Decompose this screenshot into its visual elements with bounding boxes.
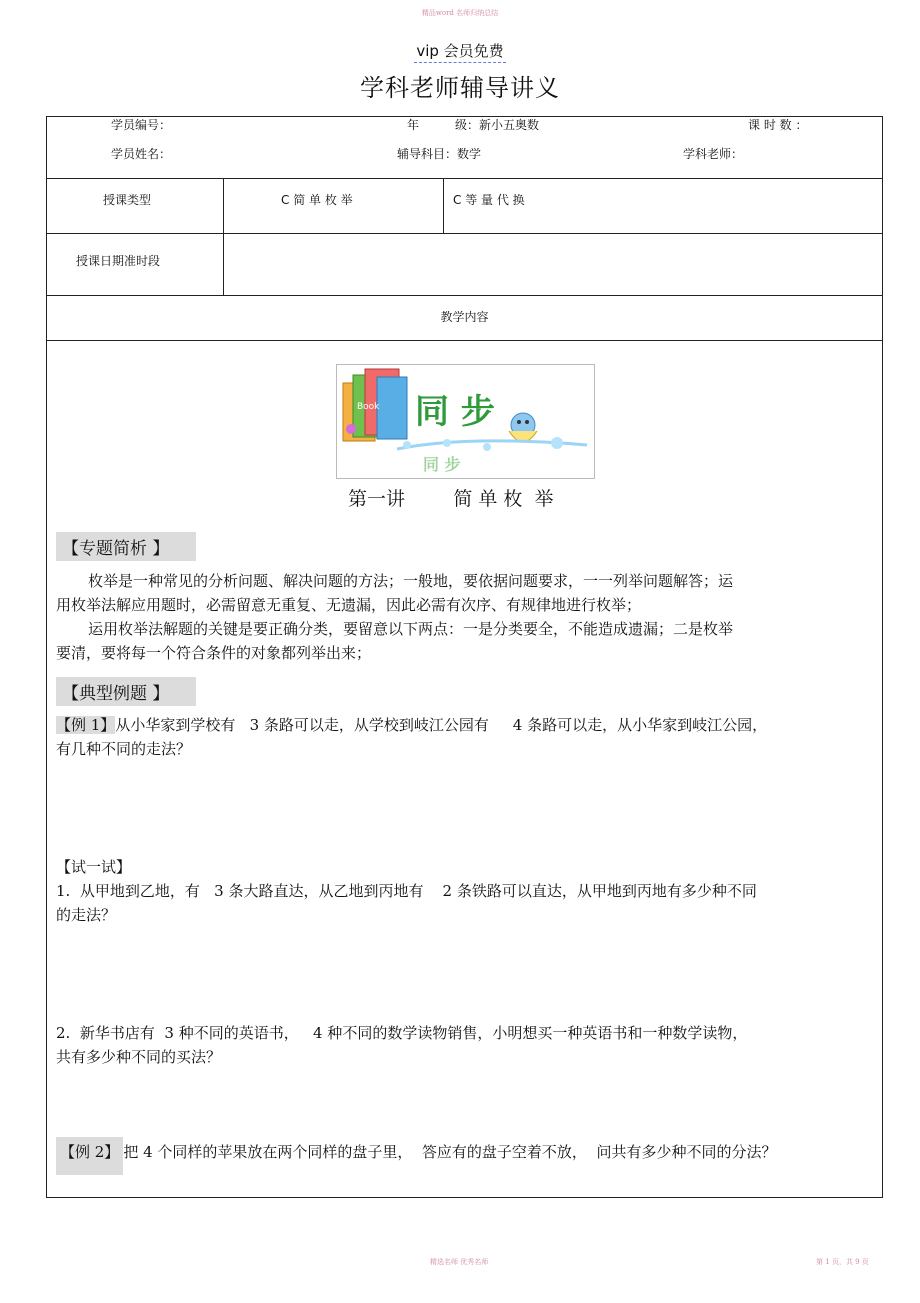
row-divider bbox=[46, 340, 883, 341]
intro-paragraph-line: 枚举是一种常见的分析问题、解决问题的方法；一般地，要依据问题要求，一一列举问题解答；运 bbox=[88, 572, 734, 590]
row-divider bbox=[46, 233, 883, 234]
top-watermark: 精品word 名师归纳总结 bbox=[421, 9, 499, 17]
example-1: 【例 1】从小华家到学校有 3 条路可以走，从学校到岐江公园有 4 条路可以走，从小华家到岐江公园， bbox=[56, 716, 768, 734]
intro-paragraph-line: 运用枚举法解题的关键是要正确分类，要留意以下两点：一是分类要全，不能造成遗漏；二是枚举 bbox=[88, 620, 734, 638]
lecture-title: 第一讲 简 单 枚 举 bbox=[348, 488, 554, 510]
student-name-label: 学员姓名： bbox=[111, 147, 172, 161]
hours-label: 课 时 数 ： bbox=[748, 118, 808, 132]
question-2: 2. 新华书店有 3 种不同的英语书， 4 种不同的数学读物销售，小明想买一种英语书和一种数学读物， bbox=[56, 1024, 748, 1042]
example-1-continued: 有几种不同的走法？ bbox=[56, 740, 192, 758]
question-1-continued: 的走法？ bbox=[56, 906, 117, 924]
svg-text:Book: Book bbox=[357, 402, 380, 412]
example-2: 【例 2】 把 4 个同样的苹果放在两个同样的盘子里， 答应有的盘子空着不放， 问共有多少种不同的分法？ bbox=[56, 1140, 776, 1164]
date-label: 授课日期准时段 bbox=[76, 254, 161, 268]
svg-text:同 步: 同 步 bbox=[415, 392, 495, 432]
section-tag-examples: 【典型例题 】 bbox=[56, 677, 196, 706]
teacher-label: 学科老师： bbox=[683, 147, 744, 161]
student-id-label: 学员编号： bbox=[111, 118, 172, 132]
row-divider bbox=[46, 178, 883, 179]
footer-center: 精选名师 优秀名师 bbox=[430, 1258, 489, 1266]
sync-banner bbox=[336, 364, 595, 479]
grade-value: 级：新小五奥数 bbox=[455, 118, 540, 132]
try-it-label: 【试一试】 bbox=[56, 858, 132, 876]
content-header: 教学内容 bbox=[440, 310, 489, 324]
column-divider bbox=[443, 178, 444, 233]
page-number: 第 1 页，共 9 页 bbox=[816, 1258, 869, 1266]
lesson-option-substitution[interactable]: C 等 量 代 换 bbox=[453, 193, 525, 207]
lesson-option-simple-enumeration[interactable]: C 简 单 枚 举 bbox=[281, 193, 353, 207]
banner-illustration bbox=[337, 365, 594, 478]
vip-notice: vip 会员免费 bbox=[0, 40, 920, 61]
intro-paragraph-line: 要清，要将每一个符合条件的对象都列举出来； bbox=[56, 644, 372, 662]
lesson-type-label: 授课类型 bbox=[103, 193, 152, 207]
column-divider bbox=[223, 178, 224, 295]
question-1: 1. 从甲地到乙地，有 3 条大路直达，从乙地到丙地有 2 条铁路可以直达，从甲地到丙地有多少种不同 bbox=[56, 882, 757, 900]
subject-label: 辅导科目：数学 bbox=[397, 147, 482, 161]
svg-text:同 步: 同 步 bbox=[423, 455, 461, 474]
row-divider bbox=[46, 295, 883, 296]
section-tag-analysis: 【专题简析 】 bbox=[56, 532, 196, 561]
intro-paragraph-line: 用枚举法解应用题时，必需留意无重复、无遗漏，因此必需有次序、有规律地进行枚举； bbox=[56, 596, 642, 614]
grade-label: 年 bbox=[407, 118, 420, 132]
question-2-continued: 共有多少种不同的买法？ bbox=[56, 1048, 222, 1066]
document-title: 学科老师辅导讲义 bbox=[360, 74, 560, 102]
